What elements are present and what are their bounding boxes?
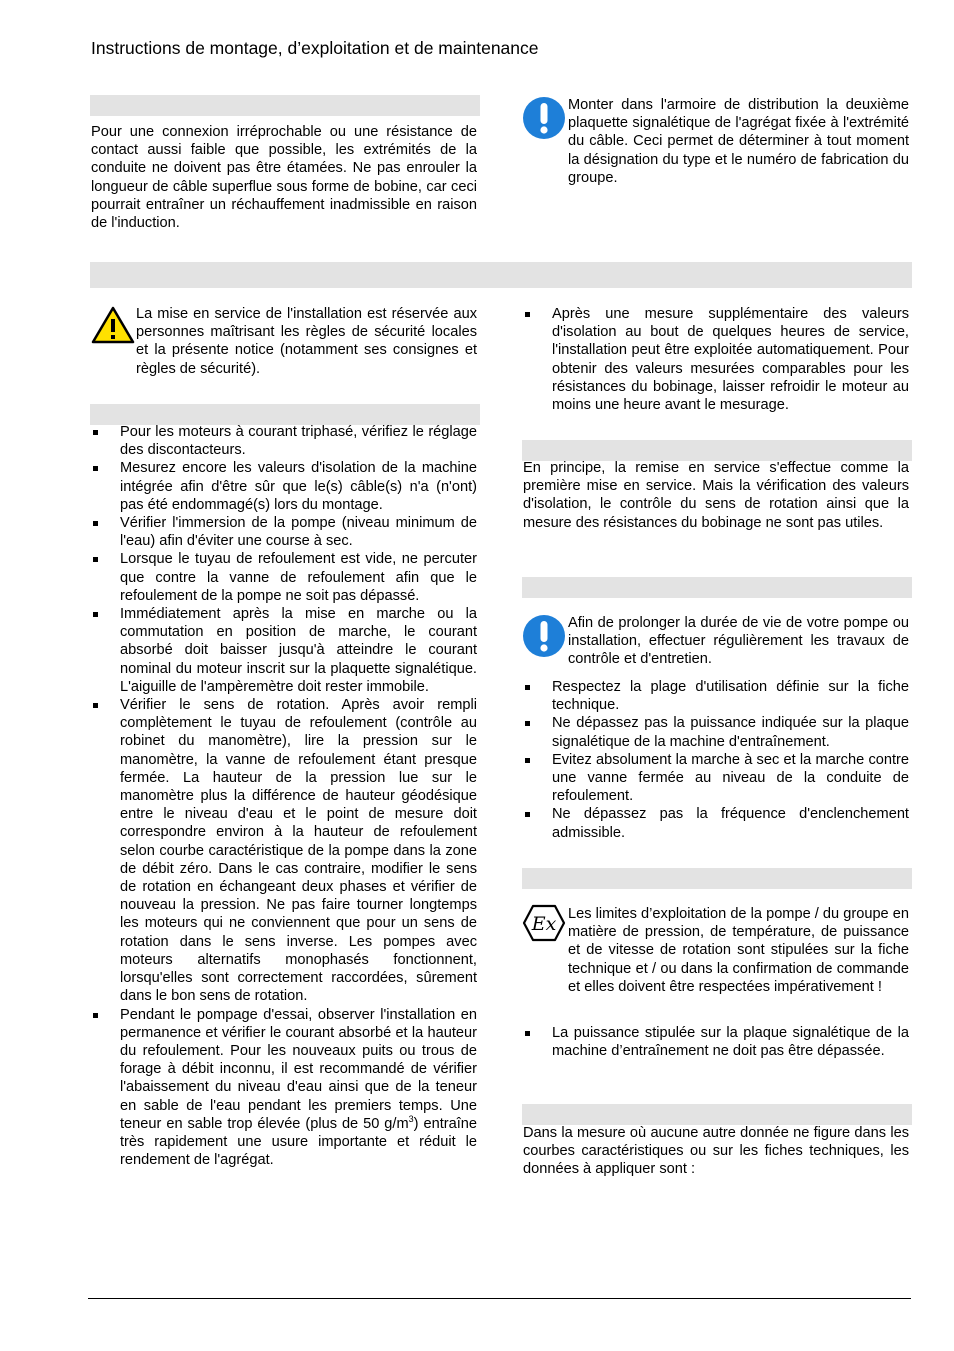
connection-paragraph: Pour une connexion irréprochable ou une résistance de contact aussi faible que possible, les extrémités de la conduite ne doivent pas être étamées. Ne pas enrouler la longueur de câble superflue sous forme de bobine, car ceci pourrait entraîner un réchauffement inadmissible en raison de l'induction. xyxy=(91,124,477,232)
section-bar-wide xyxy=(90,262,912,288)
list-item: Evitez absolument la marche à sec et la marche contre une vanne fermée au niveau de la conduite de refoulement. xyxy=(523,751,909,806)
recommissioning-paragraph: En principe, la remise en service s'effectue comme la première mise en service. Mais la vérification des valeurs d'isolation, le contrôle du sens de rotation ainsi que la mesure des résistances du bobinage ne sont pas utiles. xyxy=(523,460,909,531)
plate-note: Monter dans l'armoire de distribution la deuxième plaquette signalétique de l'agrégat fixée à l'extrémité du câble. Ceci permet de déterminer à tout moment la désignation du type et le numéro de fabrication du groupe. xyxy=(568,97,909,186)
list-item: Après une mesure supplémentaire des valeurs d'isolation au bout de quelques heures de service, l'installation peut être exploitée automatiquement. Pour obtenir des valeurs mesurées comparables pour les résistances du bobinage, laisser refroidir le moteur au moins une heure avant le mesurage. xyxy=(523,305,909,414)
section-bar xyxy=(90,404,480,425)
list-item-sand-content xyxy=(91,1006,477,1170)
ex-hexagon-icon xyxy=(522,904,566,942)
list-item: Vérifier le sens de rotation. Après avoir rempli complètement le tuyau de refoulement (contrôle au robinet du manomètre), lire la pression sur le manomètre, la vanne de refoulement étant presque fermée. La hauteur de la pression lue sur le manomètre plus la différence de hauteur géodésique entre le niveau d'eau et le point de mesure doit correspondre environ à la hauteur de refoulement selon courbe caractéristique de la pompe dans la zone de débit zéro. Dans le cas contraire, modifier le sens de rotation en échangeant deux phases et vérifier de nouveau la pression. Ne pas faire tourner longtemps les moteurs qui ne conviennent que pour un sens de rotation dans le sens inverse. Les pompes avec moteurs alternatifs monophasés fonctionnent, lorsqu'elles sont correctement raccordées, sûrement dans le bon sens de rotation. xyxy=(91,696,477,1005)
section-bar xyxy=(522,868,912,889)
footer-divider xyxy=(88,1298,911,1299)
list-item: Respectez la plage d'utilisation définie sur la fiche technique. xyxy=(523,678,909,714)
after-measure-list xyxy=(523,305,909,414)
list-item: Pour les moteurs à courant triphasé, vérifiez le réglage des discontacteurs. xyxy=(91,423,477,459)
exclamation-circle-icon xyxy=(522,96,566,140)
sand-item-text-end: ) entraîne très rapidement une usure importante et réduit le rendement de l'agrégat. xyxy=(120,1115,478,1169)
list-item: La puissance stipulée sur la plaque signalétique de la machine d’entraînement ne doit pas être dépassée. xyxy=(523,1024,909,1060)
power-list xyxy=(523,1024,909,1060)
svg-text:Ex: Ex xyxy=(531,913,557,935)
commissioning-checklist xyxy=(91,423,477,1169)
list-item: Immédiatement après la mise en marche ou la commutation en position de marche, le courant absorbé doit baisser jusqu'à atteindre le courant nominal du moteur inscrit sur la plaquette signalétique. L'aiguille de l'ampèremètre doit rester immobile. xyxy=(91,605,477,696)
warning-triangle-icon xyxy=(91,306,135,344)
section-bar xyxy=(522,440,912,461)
final-paragraph: Dans la mesure où aucune autre donnée ne figure dans les courbes caractéristiques ou sur les fiches techniques, les données à appliquer sont : xyxy=(523,1125,909,1178)
list-item: Mesurez encore les valeurs d'isolation de la machine intégrée afin d'être sûr que le(s) câble(s) n'a (n'ont) pas été endommagé(s) lors du montage. xyxy=(91,459,477,514)
list-item: Ne dépassez pas la puissance indiquée sur la plaque signalétique de la machine d'entraînement. xyxy=(523,714,909,750)
section-bar xyxy=(522,1104,912,1125)
warning-note: La mise en service de l'installation est réservée aux personnes maîtrisant les règles de sécurité locales et la présente notice (notamment ses consignes et règles de sécurité). xyxy=(136,306,477,377)
operation-rules-list xyxy=(523,678,909,842)
sand-item-superscript: 3 xyxy=(408,1113,414,1124)
exclamation-circle-icon xyxy=(522,614,566,658)
list-item: Ne dépassez pas la fréquence d'enclenchement admissible. xyxy=(523,805,909,841)
list-item: Lorsque le tuyau de refoulement est vide, ne percuter que contre la vanne de refoulement afin que le refoulement de la pompe ne soit pas dépassé. xyxy=(91,550,477,605)
maintenance-note: Afin de prolonger la durée de vie de votre pompe ou installation, effectuer régulièrement les travaux de contrôle et d'entretien. xyxy=(568,615,909,668)
section-bar xyxy=(522,577,912,598)
section-bar xyxy=(90,95,480,116)
list-item: Vérifier l'immersion de la pompe (niveau minimum de l'eau) afin d'éviter une course à sec. xyxy=(91,514,477,550)
page-header-title: Instructions de montage, d’exploitation et de maintenance xyxy=(91,38,539,58)
sand-item-text: Pendant le pompage d'essai, observer l'installation en permanence et vérifier le courant absorbé et la hauteur du refoulement. Pour les nouveaux puits ou trous de forage à débit inconnu, il est recommandé de vérifier l'abaissement du niveau d'eau ainsi que de la teneur en sable de l'eau pendant les premiers temps. Une teneur en sable trop élevée (plus de 50 g/m xyxy=(120,1006,477,1132)
ex-note: Les limites d’exploitation de la pompe / du groupe en matière de pression, de température, de puissance et de vitesse de rotation sont stipulées sur la fiche technique et / ou dans la confirmation de commande et elles doivent être respectées impérativement ! xyxy=(568,906,909,995)
